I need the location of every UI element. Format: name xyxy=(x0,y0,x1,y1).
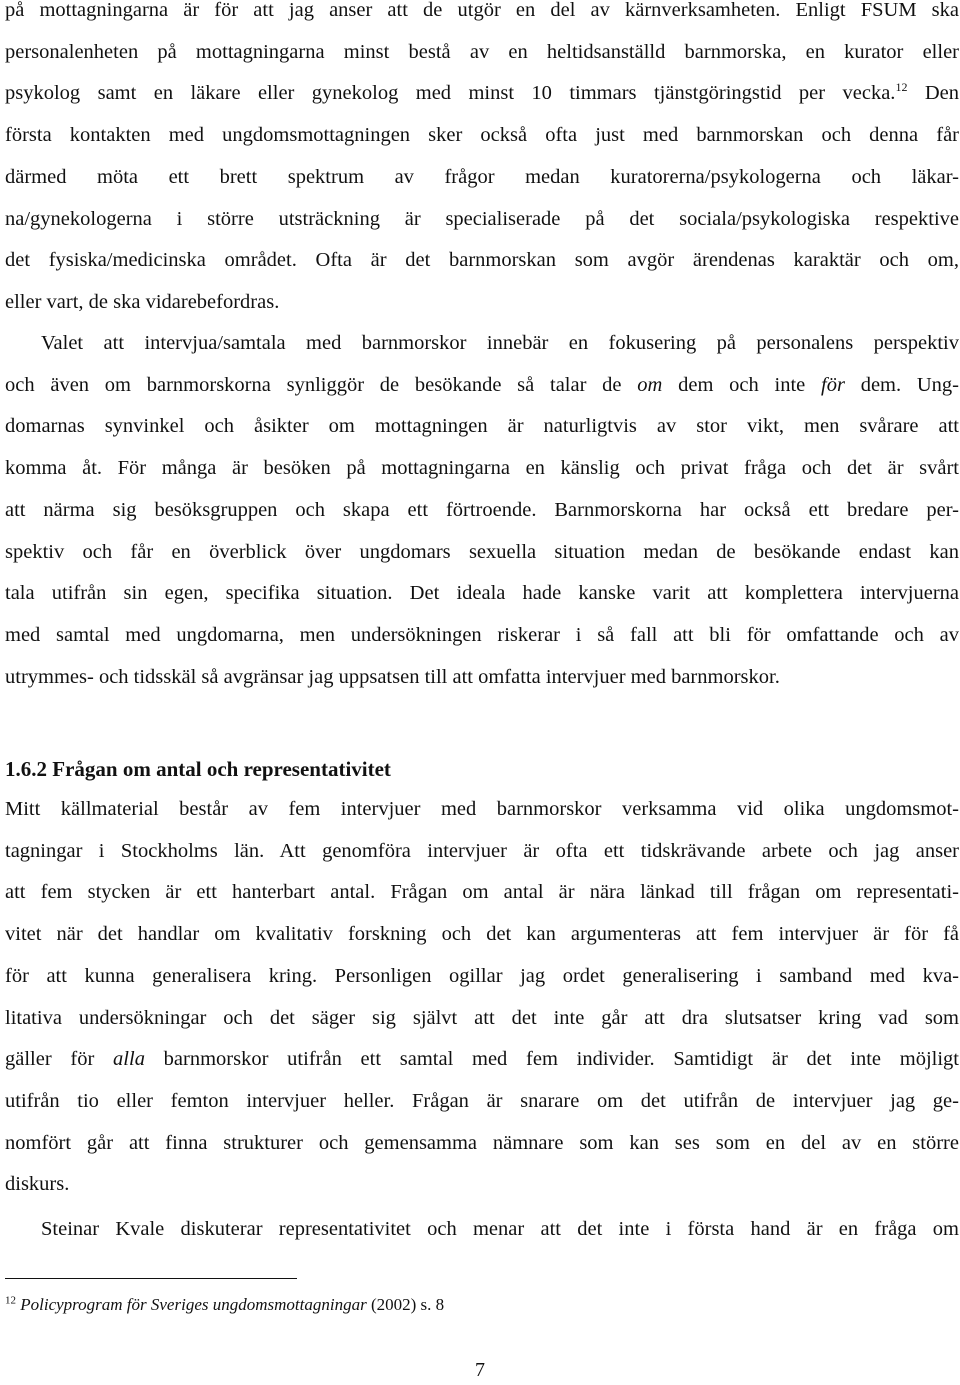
text-line: eller vart, de ska vidarebefordras. xyxy=(5,290,280,313)
text-line: Steinar Kvale diskuterar representativitet och menar att det inte i första hand är en fråga om xyxy=(41,1218,959,1240)
paragraph-3 xyxy=(5,789,959,1206)
paragraph-2 xyxy=(5,323,959,698)
page-number: 7 xyxy=(475,1359,485,1381)
section-heading: 1.6.2 Frågan om antal och representativitet xyxy=(5,757,391,781)
text-line: tagningar i Stockholms län. Att genomföra intervjuer är ofta ett tidskrävande arbete och jag anser xyxy=(5,839,959,862)
text-line: komma åt. För många är besöken på mottagningarna en känslig och privat fråga och det är svårt xyxy=(5,457,959,480)
text-line: det fysiska/medicinska området. Ofta är det barnmorskan som avgör ärendenas karaktär och om, xyxy=(5,249,959,272)
text-line: första kontakten med ungdomsmottagningen sker också ofta just med barnmorskan och denna får xyxy=(5,124,959,147)
text-line: utifrån tio eller femton intervjuer heller. Frågan är snarare om det utifrån de intervjuer jag ge- xyxy=(5,1089,959,1112)
emphasis: alla xyxy=(113,1048,145,1071)
text-line: att fem stycken är ett hanterbart antal. Frågan om antal är nära länkad till frågan om representati- xyxy=(5,881,959,904)
text-line: Mitt källmaterial består av fem intervjuer med barnmorskor verksamma vid olika ungdomsmot- xyxy=(5,798,959,820)
text-line: för att kunna generalisera kring. Personligen ogillar jag ordet generalisering i samband med kva- xyxy=(5,964,959,987)
text-segment: dem och inte xyxy=(662,373,821,396)
text-segment: psykolog samt en läkare eller gynekolog med minst 10 timmars tjänstgöringstid per vecka. xyxy=(5,82,896,105)
text-segment: Den xyxy=(907,82,960,105)
text-line xyxy=(5,73,959,115)
text-segment: och även om barnmorskorna synliggör de besökande så talar de xyxy=(5,373,638,396)
footnote-number: 12 xyxy=(5,1294,16,1307)
footnote-reference: 12 xyxy=(895,80,908,95)
footnote-separator xyxy=(5,1278,297,1279)
text-line: tala utifrån sin egen, specifika situation. Det ideala hade kanske varit att komplettera intervjuerna xyxy=(5,582,959,605)
text-line: vitet när det handlar om kvalitativ forskning och det kan argumenteras att fem intervjuer är för få xyxy=(5,923,959,946)
text-line: därmed möta ett brett spektrum av frågor medan kuratorerna/psykologerna och läkar- xyxy=(5,165,959,188)
text-line: spektiv och får en överblick över ungdomars sexuella situation medan de besökande endast kan xyxy=(5,540,959,563)
text-segment: dem. Ung- xyxy=(844,373,959,396)
text-segment: gäller för xyxy=(5,1048,114,1071)
text-line: personalenheten på mottagningarna minst bestå av en heltidsanställd barnmorska, en kurator eller xyxy=(5,40,959,63)
text-line: att närma sig besöksgruppen och skapa ett förtroende. Barnmorskorna har också ett bredare per- xyxy=(5,498,959,521)
text-line: på mottagningarna är för att jag anser att de utgör en del av kärnverksamheten. Enligt FSUM ska xyxy=(5,0,959,21)
paragraph-4 xyxy=(5,1209,959,1251)
text-line xyxy=(5,365,959,407)
text-line: nomfört går att finna strukturer och gemensamma nämnare som kan ses som en del av en större xyxy=(5,1131,959,1154)
text-line: utrymmes- och tidsskäl så avgränsar jag uppsatsen till att omfatta intervjuer med barnmorskor. xyxy=(5,665,780,688)
text-line: na/gynekologerna i större utsträckning är specialiserade på det sociala/psykologiska respektive xyxy=(5,207,959,230)
emphasis: för xyxy=(821,373,845,396)
text-line: domarnas synvinkel och åsikter om mottagningen är naturligtvis av stor vikt, men svårare att xyxy=(5,415,959,438)
emphasis: om xyxy=(637,373,663,396)
footnote xyxy=(5,1290,444,1320)
footnote-text: (2002) s. 8 xyxy=(366,1295,445,1314)
text-line: diskurs. xyxy=(5,1173,70,1196)
text-line: Valet att intervjua/samtala med barnmorskor innebär en fokusering på personalens perspektiv xyxy=(41,332,959,354)
text-line: litativa undersökningar och det säger sig självt att det inte går att dra slutsatser kring vad som xyxy=(5,1006,959,1029)
paragraph-1 xyxy=(5,0,959,324)
text-segment: barnmorskor utifrån ett samtal med fem individer. Samtidigt är det inte möjligt xyxy=(144,1048,959,1071)
text-line: med samtal med ungdomarna, men undersökningen riskerar i så fall att bli för omfattande och av xyxy=(5,623,959,646)
footnote-title: Policyprogram för Sveriges ungdomsmottagningar xyxy=(20,1295,367,1314)
text-line xyxy=(5,1039,959,1081)
